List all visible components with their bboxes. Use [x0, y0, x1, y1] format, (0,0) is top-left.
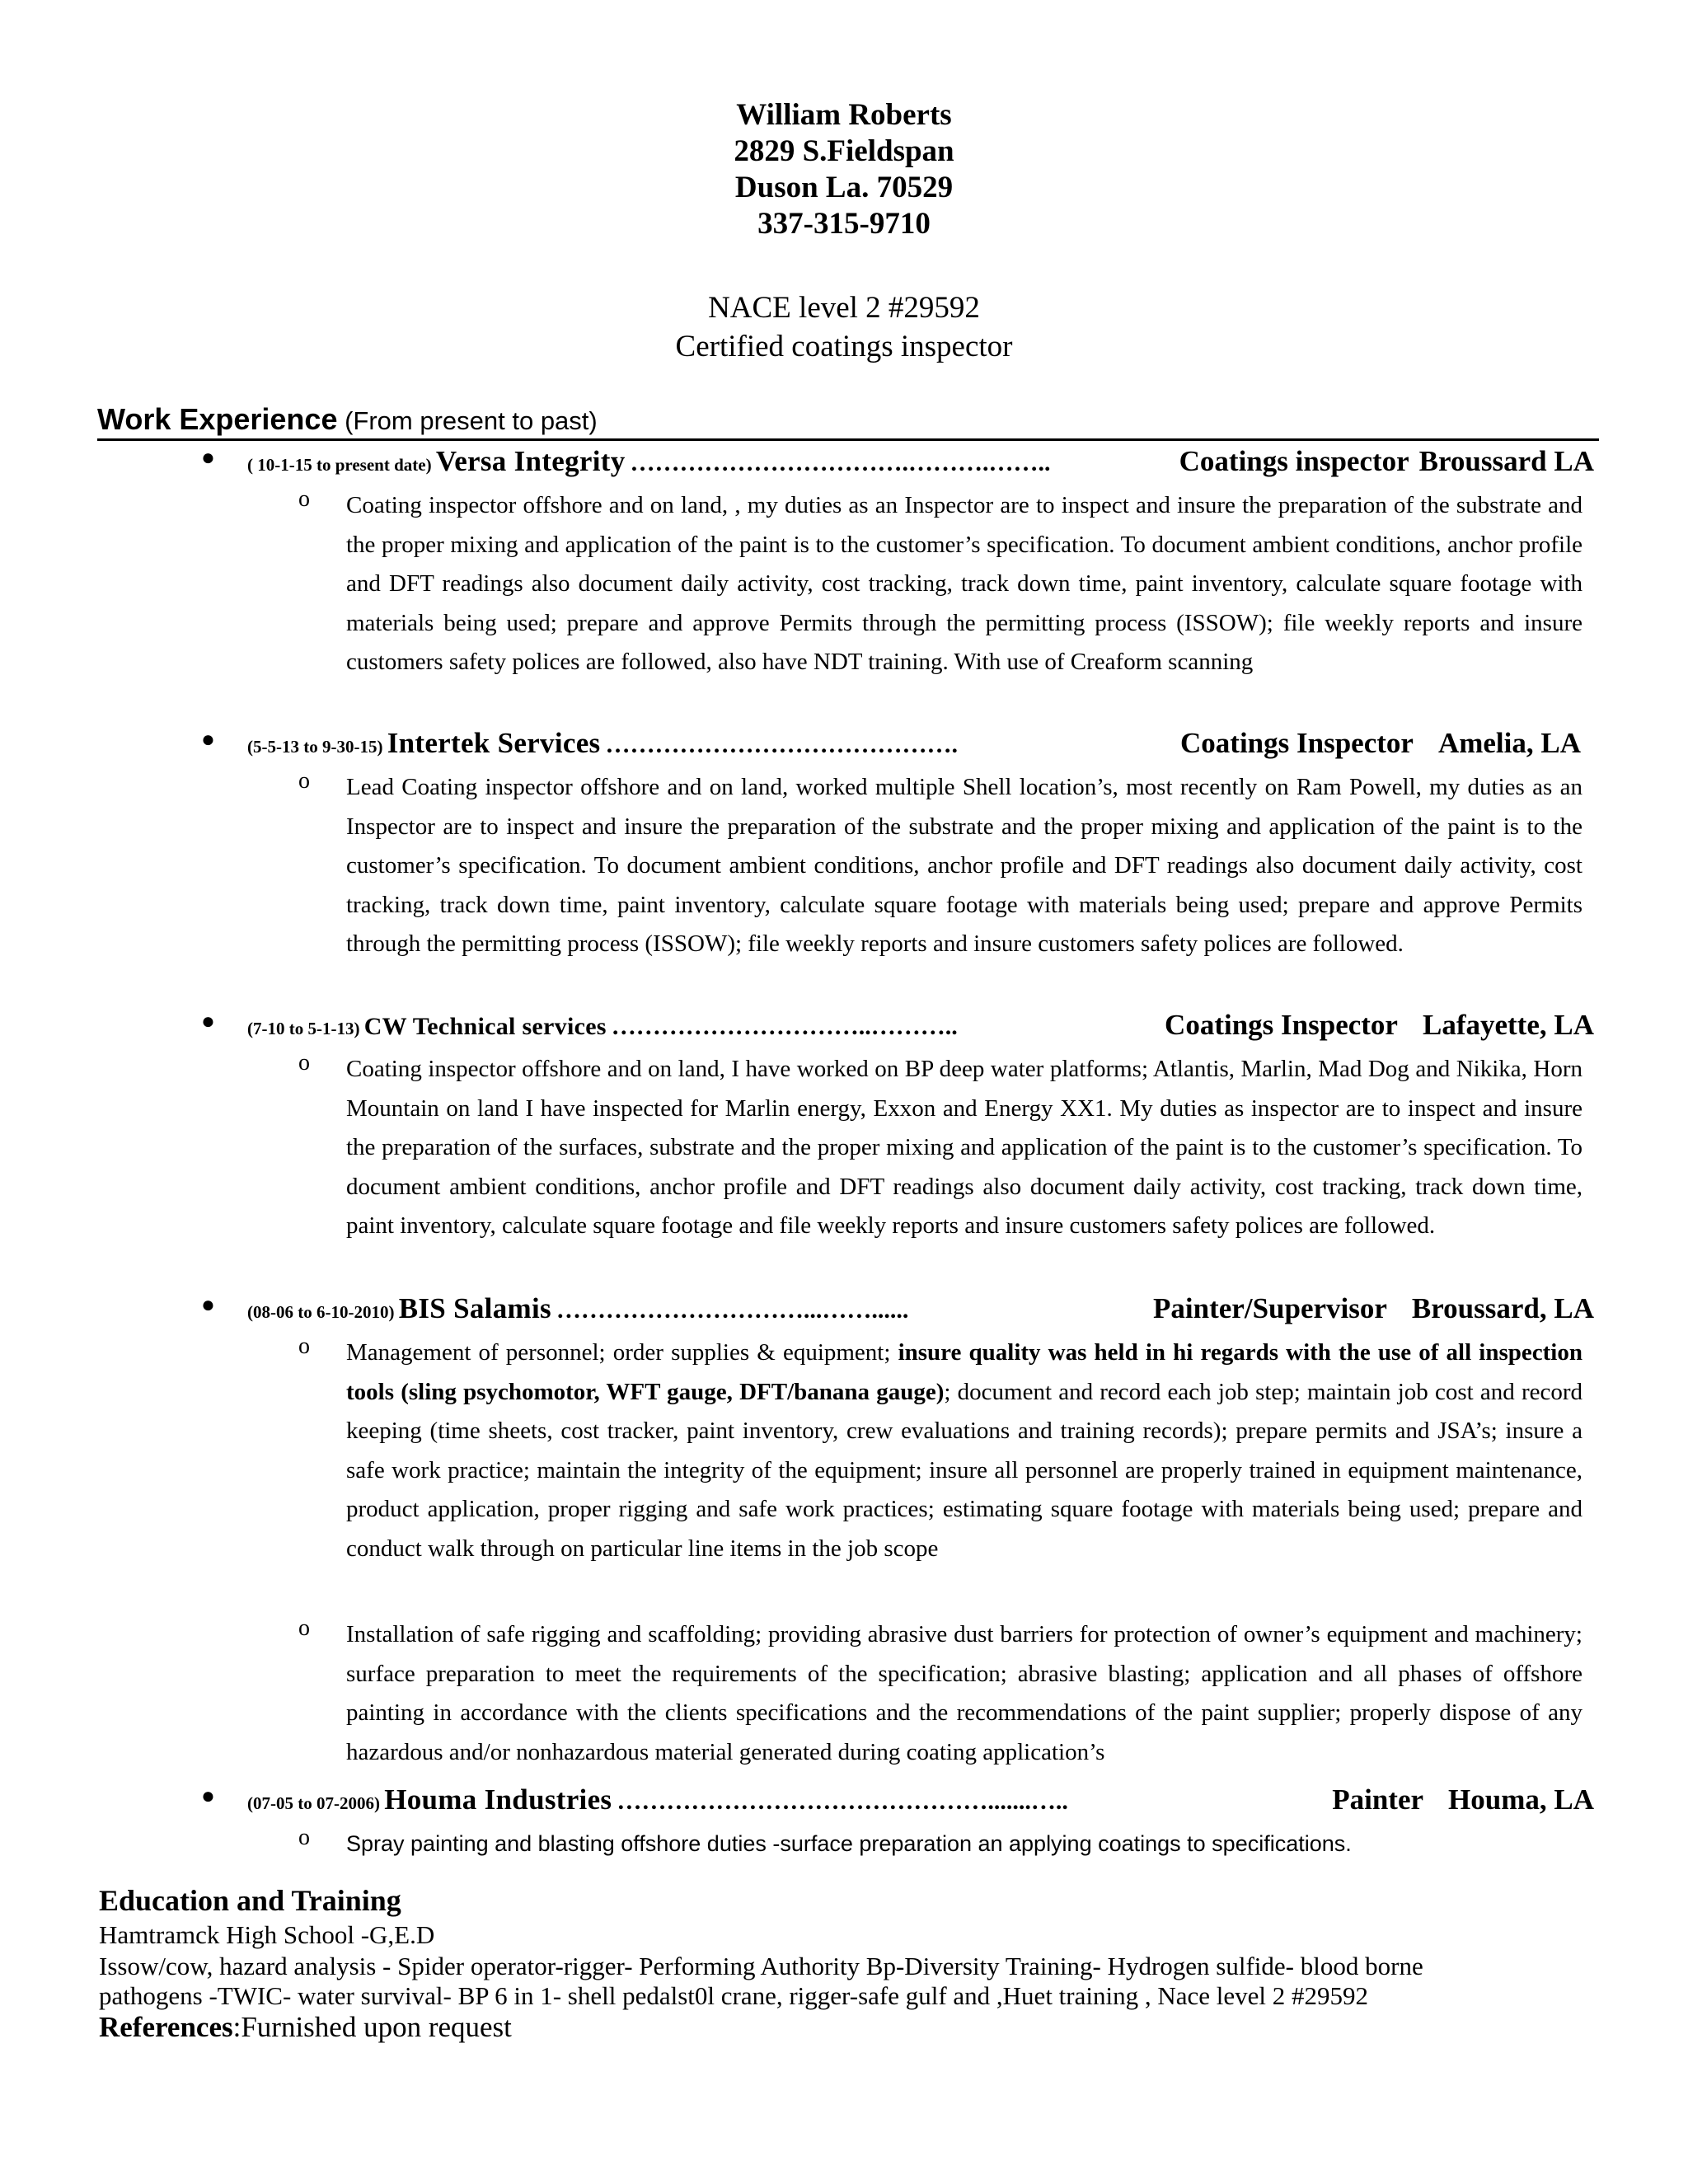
sub-bullet-icon: o: [298, 486, 310, 512]
street-address: 2829 S.Fieldspan: [734, 134, 954, 168]
job-title-group: [247, 1292, 551, 1325]
job-location: Broussard, LA: [1411, 1292, 1594, 1324]
bullet-icon: ●: [201, 445, 215, 471]
training-line: pathogens -TWIC- water survival- BP 6 in 1- shell pedalst0l crane, rigger-safe gulf and ,Huet training , Nace level 2 #29592: [99, 1981, 1369, 2010]
work-experience-subtitle: (From present to past): [337, 406, 598, 435]
job-company: Houma Industries: [384, 1783, 612, 1816]
job-role: Painter: [1332, 1783, 1424, 1816]
job-location: Lafayette, LA: [1422, 1009, 1594, 1041]
bullet-icon: ●: [201, 1009, 215, 1034]
job-leader-dots: …………………………..………..: [611, 1013, 958, 1040]
job-role: Coatings Inspector: [1165, 1009, 1398, 1041]
job-company: Versa Integrity: [435, 445, 626, 477]
job-role: Coatings Inspector: [1180, 727, 1414, 759]
work-experience-heading: [97, 402, 1599, 441]
education-heading: Education and Training: [99, 1884, 401, 1917]
references-line: [99, 2011, 512, 2044]
sub-bullet-icon: o: [298, 1615, 310, 1641]
job-description: Coating inspector offshore and on land, I have worked on BP deep water platforms; Atlantis, Marlin, Mad Dog and Nikika, Horn Mountain on land I have inspected for Marlin energy, Exxon and Energy XX1. My duties as inspector are to inspect and insure the preparation of the surfaces, substrate and the proper mixing and application of the paint is to the customer’s specification. To document ambient conditions, anchor profile and DFT readings also document daily activity, cost tracking, track down time, paint inventory, calculate square footage and file weekly reports and insure customers safety polices are followed.: [346, 1056, 1582, 1240]
job-description: Spray painting and blasting offshore duties -surface preparation an applying coatings to specifications.: [346, 1831, 1352, 1856]
description-emphasis: insure quality was held in hi regards with the use of all inspection tools (sling psychomotor, WFT gauge, DFT/banana gauge): [346, 1339, 1582, 1405]
job-company: CW Technical services: [363, 1013, 607, 1040]
job-header: [247, 1783, 1594, 1816]
job-leader-dots: …………………………...……......: [556, 1296, 909, 1324]
job-header: [247, 1292, 1594, 1325]
applicant-name: William Roberts: [736, 98, 952, 132]
job-dates: (5-5-13 to 9-30-15): [247, 737, 387, 757]
certification-title: Certified coatings inspector: [675, 330, 1013, 363]
job-header: [247, 445, 1594, 478]
job-description: [346, 1333, 1582, 1569]
references-text: :Furnished upon request: [232, 2011, 512, 2043]
job-description: Lead Coating inspector offshore and on land, worked multiple Shell location’s, most recently on Ram Powell, my duties as an Inspector are to inspect and insure the preparation of the substrate and the proper mixing and application of the paint is to the customer’s specification. To document ambient conditions, anchor profile and DFT readings also document daily activity, cost tracking, track down time, paint inventory, calculate square footage with materials being used; prepare and approve Permits through the permitting process (ISSOW); file weekly reports and insure customers safety polices are followed.: [346, 774, 1582, 958]
job-dates: (07-05 to 07-2006): [247, 1793, 385, 1813]
job-role-group: [1153, 1292, 1594, 1325]
job-location: Amelia, LA: [1437, 727, 1581, 759]
education-line: Hamtramck High School -G,E.D: [99, 1920, 435, 1949]
references-label: References: [99, 2011, 233, 2043]
bullet-icon: ●: [201, 727, 215, 752]
work-experience-title: Work Experience: [97, 402, 338, 436]
job-header: [247, 727, 1581, 760]
job-title-group: [247, 1013, 607, 1041]
job-dates: ( 10-1-15 to present date): [247, 455, 436, 475]
job-role-group: [1180, 727, 1581, 760]
description-text: Management of personnel; order supplies & equipment;: [346, 1339, 898, 1366]
certification-block: [0, 288, 1688, 366]
job-title-group: [247, 727, 600, 760]
job-dates: (7-10 to 5-1-13): [247, 1019, 364, 1038]
training-line: Issow/cow, hazard analysis - Spider operator-rigger- Performing Authority Bp-Diversity Training- Hydrogen sulfide- blood borne: [99, 1952, 1423, 1980]
job-leader-dots: …………………………….……….……..: [630, 449, 1051, 476]
sub-bullet-icon: o: [298, 1333, 310, 1359]
city-state-zip: Duson La. 70529: [734, 171, 954, 204]
job-company: BIS Salamis: [398, 1292, 551, 1324]
job-title-group: [247, 445, 626, 478]
job-role: Painter/Supervisor: [1153, 1292, 1387, 1324]
job-description: Installation of safe rigging and scaffolding; providing abrasive dust barriers for protection of owner’s equipment and machinery; surface preparation to meet the requirements of the specification; abrasive blasting; application and all phases of offshore painting in accordance with the clients specifications and the recommendations of the paint supplier; properly dispose of any hazardous and/or nonhazardous material generated during coating application’s: [346, 1621, 1582, 1765]
bullet-icon: ●: [201, 1292, 215, 1318]
job-company: Intertek Services: [387, 727, 601, 759]
description-text: ; document and record each job step; maintain job cost and record keeping (time sheets, cost tracker, paint inventory, crew evaluations and training records); prepare permits and JSA’s; insure a safe work practice; maintain the integrity of the equipment; insure all personnel are properly trained in equipment maintenance, product application, proper rigging and safe work practices; estimating square footage with materials being used; prepare and conduct walk through on particular line items in the job scope: [346, 1378, 1582, 1562]
job-role-group: [1165, 1009, 1594, 1042]
sub-bullet-icon: o: [298, 768, 310, 794]
job-dates: (08-06 to 6-10-2010): [247, 1302, 399, 1322]
job-leader-dots: …………………………………….: [605, 731, 958, 758]
job-role-group: [1179, 445, 1594, 478]
job-role: Coatings inspector: [1179, 445, 1409, 477]
job-location: Broussard LA: [1418, 445, 1594, 477]
job-location: Houma, LA: [1448, 1783, 1594, 1816]
certification-number: NACE level 2 #29592: [708, 291, 980, 325]
contact-header: [0, 97, 1688, 242]
job-title-group: [247, 1783, 612, 1816]
bullet-icon: ●: [201, 1783, 215, 1809]
job-leader-dots: ……………………………………….......…..: [617, 1788, 1068, 1815]
sub-bullet-icon: o: [298, 1825, 310, 1850]
job-header: [247, 1009, 1594, 1042]
job-description: Coating inspector offshore and on land, , my duties as an Inspector are to inspect and insure the preparation of the substrate and the proper mixing and application of the paint is to the customer’s specification. To document ambient conditions, anchor profile and DFT readings also document daily activity, cost tracking, track down time, paint inventory, calculate square footage with materials being used; prepare and approve Permits through the permitting process (ISSOW); file weekly reports and insure customers safety polices are followed, also have NDT training. With use of Creaform scanning: [346, 492, 1582, 676]
sub-bullet-icon: o: [298, 1050, 310, 1076]
job-role-group: [1332, 1783, 1594, 1816]
phone-number: 337-315-9710: [757, 207, 931, 241]
